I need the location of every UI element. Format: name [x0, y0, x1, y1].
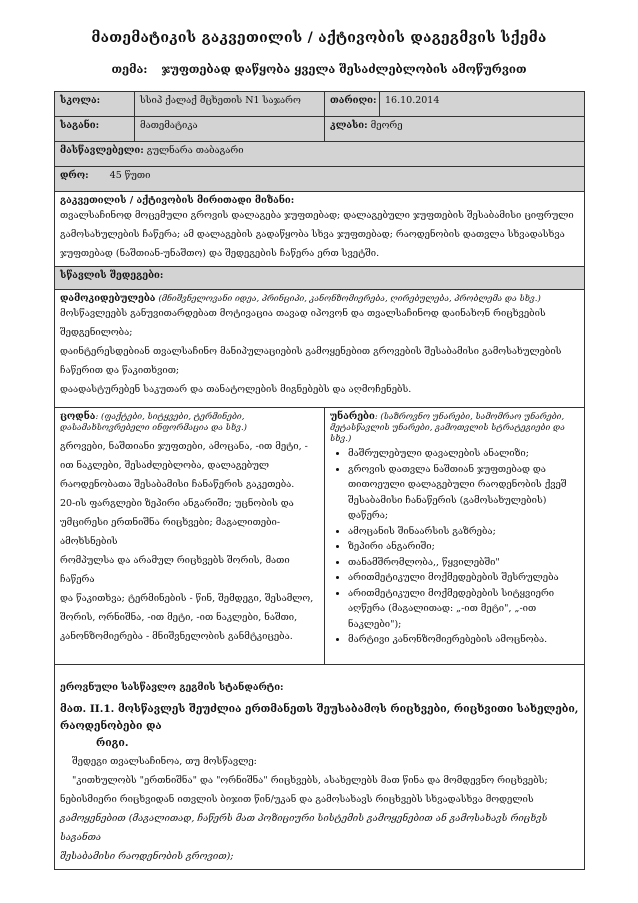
time-value: 45 წუთი: [109, 170, 151, 181]
lesson-plan-table: [54, 91, 585, 870]
knowledge-line: რომპულსა და არამულ რიცხვებს შორის, მათი ჩაწერა: [60, 555, 290, 585]
goal-cell: [55, 192, 585, 267]
disposition-note: (მნიშვნელოვანი იდეა, პრინციპი, კანონზომიერება, ღირებულება, პრობლემა და სხვ.): [158, 294, 541, 304]
standard-body-line: "კითხულობს "ერთნიშნა" და "ორნიშნა" რიცხვებს, ასახელებს მათ წინა და მომდევნო რიცხვებს;: [72, 775, 548, 786]
skills-label: უნარები: [330, 411, 375, 422]
skill-item: • ზეპირი ანგარიში;: [348, 539, 579, 555]
knowledge-line: კანონზომიერება - მნიშვნელობის განმტკიცება.: [60, 631, 293, 642]
teacher-label: მასწავლებელი:: [60, 145, 144, 156]
knowledge-line: შორის, ორნიშნა, -ით მეტი, -ით ნაკლები, ნაშთი,: [60, 612, 298, 623]
knowledge-cell: [55, 408, 325, 665]
skill-item: • გროვის დათვლა ნაშთიან ჯუფთებად და თითოეული დალაგებული რაოდენობის ქვეშ შესაბამისი ჩანაწერის (გამოსახულების) დაწერა;: [348, 462, 579, 524]
school-label: სკოლა:: [55, 92, 135, 117]
goal-line: თვალსაჩინოდ მოცემული გროვის დალაგება ჯუფთებად; დალაგებული ჯუფთების შესაბამისი ციფრული: [60, 210, 574, 221]
standard-intro: შედეგი თვალსაჩინოა, თუ მოსწავლე:: [72, 756, 257, 767]
knowledge-line: 20-ის ფარგლები ზეპირი ანგარიში; უცნობის და: [60, 498, 294, 509]
goal-line: გამოსახულების ჩაწერა; ამ დალაგების გადაწყობა სხვა ჯუფთებად; რაოდენობის დათვლა სხვადასხვა: [60, 229, 565, 240]
date-label: თარიღი:: [325, 92, 380, 117]
result-line: დაადასტურებენ საკუთარ და თანატოლების მიგნებებს და აღმოჩენებს.: [60, 384, 412, 395]
skill-item: • მაშრულებული დავალების ანალიზი;: [348, 446, 579, 462]
result-line: მოსწავლეებს განუვითარდებათ მოტივაცია თავად იპოვონ და თვალსაჩინოდ დაინახონ რიცხვების: [60, 308, 546, 319]
time-cell: [55, 167, 585, 192]
knowledge-note: : (ფაქტები, სიტყვები, ტერმინები, დასამახსოვრებელი ინფორმაცია და სხვ.): [60, 412, 247, 433]
row-results: [55, 290, 585, 408]
knowledge-line: გროვები, ნაშთიანი ჯუფთები, ამოცანა, -ით მეტი, -: [60, 441, 308, 452]
row-time: [55, 167, 585, 192]
class-value: მეორე: [370, 120, 403, 131]
subtitle-text: ჯუფთებად დაწყობა ყველა შესაძლებლობის ამოწურვით: [161, 62, 527, 76]
goal-line: ჯუფთებად (ნაშთიან-უნაშთო) და შედეგების ჩაწერა ერთ სვეტში.: [60, 248, 380, 259]
standard-body-line: ნებისმიერი რიცხვიდან ითვლის ბიჯით წინ/უკან და გამოსახავს რიცხვებს სხვადასხვა მოდელის: [60, 794, 534, 805]
results-cell: [55, 290, 585, 408]
disposition-label: დამოკიდებულება: [60, 293, 156, 304]
standard-title-line: მათ. II.1. მოსწავლეს შეუძლია ერთმანეთს შეუსაბამოს რიცხვები, რიცხვითი სახელები, რაოდენობები და: [60, 703, 579, 732]
row-knowledge-skills: [55, 408, 585, 665]
standard-body-line: გამოყენებით (მაგალითად, ჩაწერს მათ პოზიციური სისტემის გამოყენებით ან გამოსახავს რიცხვს საგანთა: [60, 813, 548, 843]
standard-title-line: რიგი.: [96, 737, 129, 749]
result-line: შედგენილობა;: [60, 327, 133, 338]
time-label: დრო:: [60, 170, 89, 181]
row-teacher: [55, 142, 585, 167]
goal-heading: გაკვეთილის / აქტივობის მირითადი მიზანი:: [60, 195, 295, 206]
skills-cell: [325, 408, 585, 665]
result-line: დაინტერესდებიან თვალსაჩინო მანიპულაციების გამოყენებით გროვების შესაბამისი გამოსახულების: [60, 346, 562, 357]
skill-item: • თანამშრომლობა,, წყვილებში": [348, 555, 579, 571]
subject-value: მათემატიკა: [135, 117, 325, 142]
subtitle-label: თემა:: [111, 62, 148, 76]
knowledge-line: უმცირესი ერთნიშნა რიცხვები; მაგალითები-ამოხსნების: [60, 517, 281, 547]
row-results-heading: [55, 267, 585, 290]
standard-title: [60, 701, 579, 752]
row-goal: [55, 192, 585, 267]
row-school-date: [55, 92, 585, 117]
skills-note: : (საზროვნო უნარები, სამომრაო უნარები, მეტასწავლის უნარები, გამოთვლის სტრატეგიები და სხვ.): [330, 412, 565, 444]
skills-list: [330, 446, 579, 648]
result-line: ჩაწერით და წაკითხვით;: [60, 365, 180, 376]
standard-heading: ეროვნული სასწავლო გეგმის სტანდარტი:: [60, 682, 284, 693]
date-value: 16.10.2014: [380, 92, 585, 117]
teacher-cell: [55, 142, 585, 167]
page-subtitle: [0, 62, 638, 76]
skill-item: • არითმეტიკული მოქმედებების სიტყვიერი აღწერა (მაგალითად: „-ით მეტი", „-ით ნაკლები");: [348, 586, 579, 633]
standard-body-line: შესაბამისი რაოდენობის გროვით);: [60, 851, 234, 862]
row-subject-class: [55, 117, 585, 142]
knowledge-line: ით ნაკლები, შესაძლებლობა, დალაგებულ: [60, 460, 269, 471]
school-value: სსიპ ქალაქ მცხეთის N1 საჯარო: [135, 92, 325, 117]
skill-item: • ამოცანის შინაარსის გაზრება;: [348, 524, 579, 540]
skill-item: • არითმეტიკული მოქმედებების შესრულება: [348, 570, 579, 586]
page-title: მათემატიკის გაკვეთილის / აქტივობის დაგეგმვის სქემა: [91, 30, 547, 46]
knowledge-label: ცოდნა: [60, 411, 96, 422]
subject-label: საგანი:: [55, 117, 135, 142]
knowledge-line: და წაკითხვა; ტერმინების - წინ, შემდეგი, შესამლო,: [60, 593, 314, 604]
class-label: კლასი:: [330, 120, 368, 131]
class-cell: [325, 117, 585, 142]
results-heading: სწავლის შედეგები:: [55, 267, 585, 290]
teacher-value: გულნარა თაბაგარი: [146, 145, 244, 156]
standard-cell: [55, 665, 585, 870]
knowledge-line: რაოდენობათა შესაბამისი ჩანაწერის გაკეთება.: [60, 479, 295, 490]
skill-item: • მარტივი კანონზომიერებების ამოცნობა.: [348, 632, 579, 648]
row-standard: [55, 665, 585, 870]
